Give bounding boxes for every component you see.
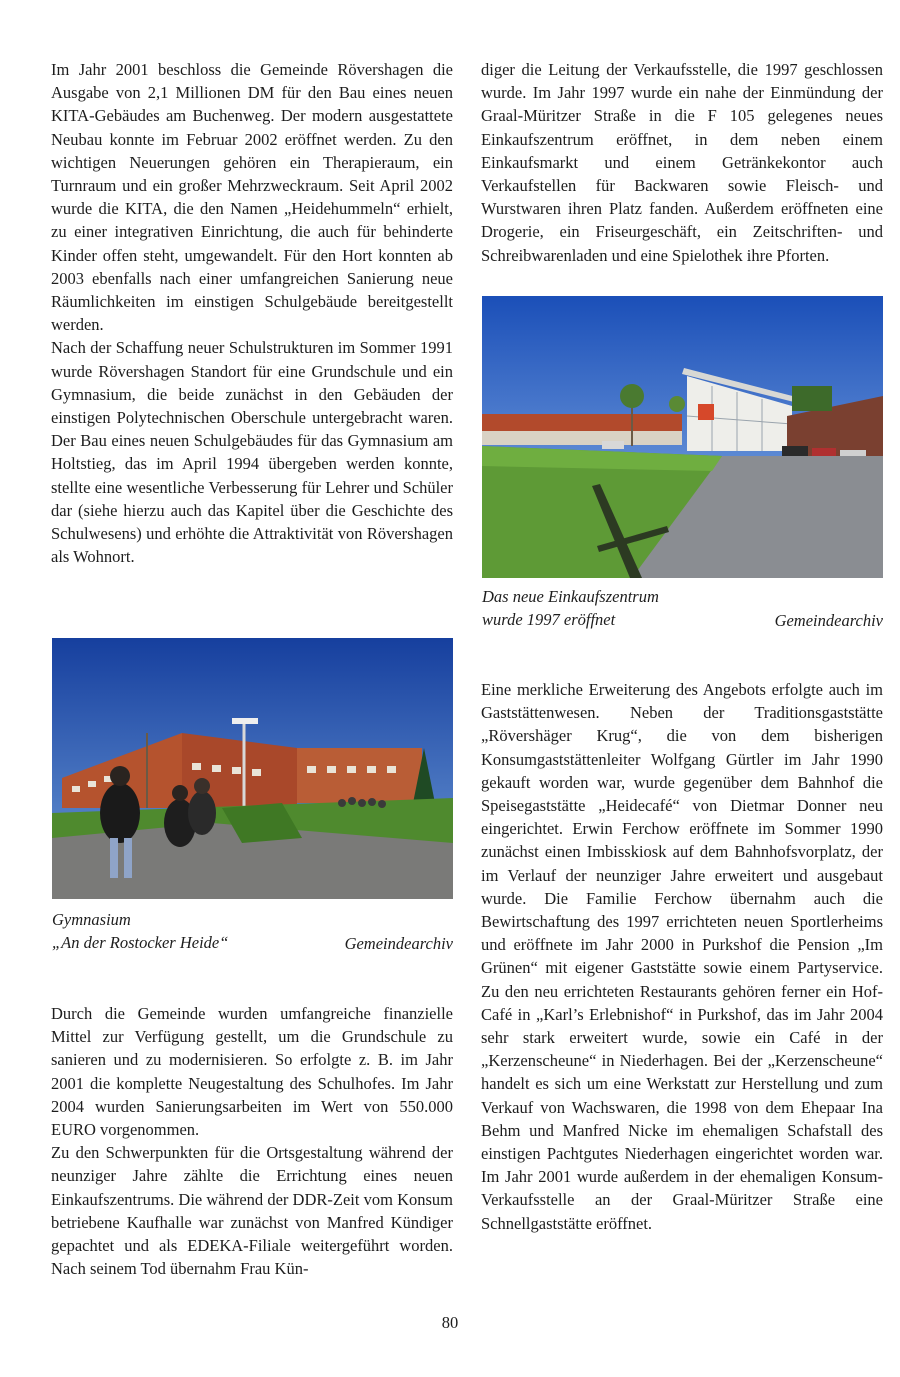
caption-einkaufszentrum [482,585,883,632]
caption-einkaufszentrum-line1: Das neue Einkaufszentrum [482,587,659,606]
paragraph-schulstrukturen: Nach der Schaffung neuer Schulstrukturen im Sommer 1991 wurde Rövershagen Standort für eine Grundschule und ein Gymnasium, die beide zunächst in den Gebäuden der einstigen Polytechnischen Oberschule untergebracht waren. Der Bau eines neuen Schulgebäudes für das Gymnasium am Holtstieg, das im April 1994 übergeben werden konnte, stellte eine wesentliche Verbesserung für Lehrer und Schüler dar (siehe hierzu auch das Kapitel über die Geschichte des Schulwesens) und erhöhte die Attraktivität von Rövershagen als Wohnort. [51,338,453,567]
paragraph-gaststaettenwesen: Eine merkliche Erweiterung des Angebots erfolgte auch im Gaststättenwesen. Neben der Traditionsgaststätte „Rövershäger Krug“, die von dem bisherigen Konsumgaststättenleiter Wolfgang Gürtler im Jahr 1990 gekauft worden war, wurde gegenüber dem Bahnhof die Speisegaststätte „Heidecafé“ von Dietmar Donner neu eingerichtet. Erwin Ferchow eröffnete im Sommer 1990 zunächst einen Imbisskiosk auf dem Bahnhofsvorplatz, der im Verlauf der neunziger Jahre erweitert und ausgebaut wurde. Die Familie Ferchow übernahm auch die Bewirtschaftung des 1997 errichteten neuen Sportlerheims und eröffnete im Jahr 2000 in Purkshof die Pension „Im Grünen“ mit eigener Gaststätte sowie einem Partyservice. Zu den neu errichteten Restaurants gehören ferner ein Hof-Café in „Karl’s Erlebnishof“ in Purkshof, das im Jahr 2004 sehr stark erweitert wurde, sowie ein Café in der „Kerzenscheune“ in Niederhagen. Bei der „Kerzenscheune“ handelt es sich um eine Werkstatt zur Herstellung und zum Verkauf von Wachswaren, die 1998 von dem Ehepaar Ina Behm und Manfred Nicke im ehemaligen Schafstall des einstigen Pachtgutes Niederhagen eingerichtet worden war. Im Jahr 2001 wurde außerdem in der ehemaligen Konsum-Verkaufsstelle an der Graal-Müritzer Straße eine Schnellgaststätte eröffnet. [481,680,883,1233]
caption-einkaufszentrum-line2: wurde 1997 eröffnet [482,610,616,630]
einkaufszentrum-image [482,296,883,578]
caption-gymnasium-line1: Gymnasium [52,910,131,929]
left-column-top-text [51,58,453,568]
photo-gymnasium [52,638,453,899]
photo-credit-einkaufszentrum: Gemeindearchiv [774,610,883,630]
paragraph-einkaufszentrum: Zu den Schwerpunkten für die Ortsgestaltung während der neunziger Jahre zählte die Errichtung eines neuen Einkaufszentrums. Die während der DDR-Zeit vom Konsum betriebene Kaufhalle war zunächst von Manfred Kündiger gepachtet und als EDEKA-Filiale weitergeführt worden. Nach seinem Tod übernahm Frau Kün- [51,1143,453,1279]
gymnasium-image [52,638,453,899]
caption-gymnasium-line2: „An der Rostocker Heide“ [52,933,229,953]
right-column-bottom-text [481,678,883,1235]
paragraph-kita: Im Jahr 2001 beschloss die Gemeinde Rövershagen die Ausgabe von 2,1 Millionen DM für den Bau eines neuen KITA-Gebäudes am Buchenweg. Der modern ausgestattete Neubau konnte im Februar 2002 eröffnet werden. Zu den wichtigen Neuerungen gehören ein Therapieraum, ein Turnraum und ein großer Mehrzweckraum. Seit April 2002 wurde die KITA, die den Namen „Heidehummeln“ erhielt, zu einer integrativen Einrichtung, die auch für behinderte Kinder offen steht, umgewandelt. Für den Hort konnten ab 2003 ebenfalls nach einer umfangreichen Sanierung neue Räumlichkeiten im einstigen Schulgebäude bereitgestellt werden. [51,60,453,335]
paragraph-grundschule: Durch die Gemeinde wurden umfangreiche finanzielle Mittel zur Verfügung gestellt, um die Grundschule zu sanieren und zu modernisieren. So erfolgte z. B. im Jahr 2001 die komplette Neugestaltung des Schulhofes. Im Jahr 2004 wurden Sanierungsarbeiten im Wert von 550.000 EURO vorgenommen. [51,1004,453,1140]
left-column-bottom-text [51,1002,453,1280]
photo-einkaufszentrum [482,296,883,578]
paragraph-verkaufsstelle: diger die Leitung der Verkaufsstelle, die 1997 geschlossen wurde. Im Jahr 1997 wurde ein nahe der Einmündung der Graal-Müritzer Straße in die F 105 gelegenes neues Einkaufszentrum eröffnet, in dem neben einem Einkaufsmarkt und einem Getränkekontor auch Verkaufstellen für Backwaren sowie Fleisch- und Wurstwaren ihren Platz fanden. Außerdem eröffneten eine Drogerie, ein Friseurgeschäft, ein Zeitschriften- und Schreibwarenladen und eine Spielothek ihre Pforten. [481,60,883,265]
caption-gymnasium [52,908,453,955]
page-number: 80 [441,1313,459,1332]
right-column-top-text [481,58,883,267]
photo-credit-gymnasium: Gemeindearchiv [344,933,453,953]
